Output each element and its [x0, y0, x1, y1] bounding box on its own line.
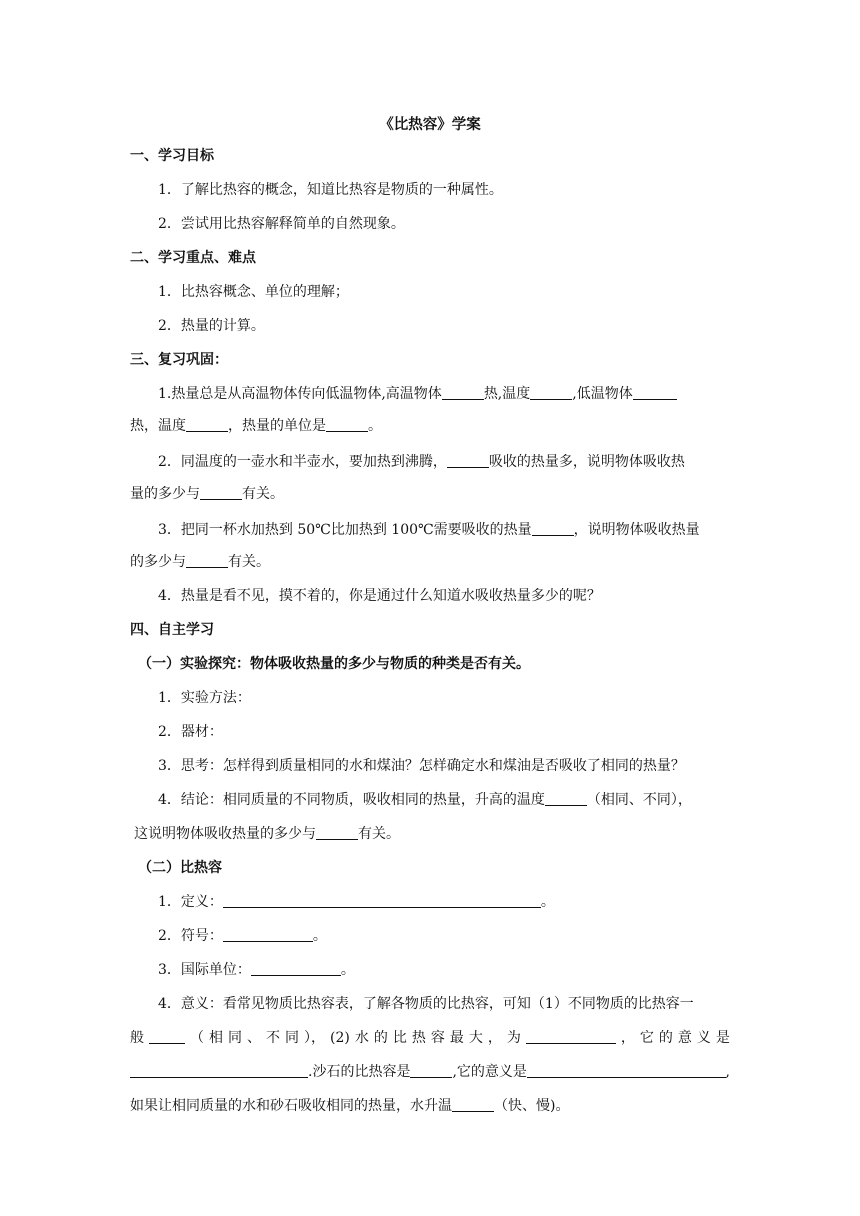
text: 热 — [411, 1030, 426, 1046]
text: ， — [620, 1030, 635, 1046]
text: 4．结论：相同质量的不同物质，吸收相同的热量，升高的温度 — [158, 792, 545, 808]
text: 它 — [639, 1030, 654, 1046]
goal-item-1: 1．了解比热容的概念，知道比热容是物质的一种属性。 — [158, 182, 503, 198]
text: , — [725, 1064, 730, 1080]
answer-blank[interactable] — [130, 1062, 308, 1078]
experiment-conclusion-line-1 — [158, 790, 730, 810]
text: 的 — [373, 1030, 388, 1046]
answer-blank[interactable] — [527, 1062, 726, 1078]
review-question-3-line-2 — [130, 552, 730, 572]
answer-blank[interactable] — [316, 824, 358, 840]
text: 有关。 — [242, 486, 284, 502]
text: ，热量的单位是 — [228, 418, 326, 434]
text: 。 — [540, 894, 555, 910]
key-item-2: 2．热量的计算。 — [158, 318, 265, 334]
answer-blank[interactable] — [633, 384, 677, 400]
text: 2．符号： — [158, 928, 223, 944]
text: 1.热量总是从高温物体传向低温物体,高温物体 — [158, 386, 442, 402]
text: 的 — [658, 1030, 673, 1046]
text: 同 — [285, 1030, 299, 1046]
unit-blank[interactable] — [251, 960, 341, 976]
section-heading-key-points: 二、学习重点、难点 — [130, 250, 256, 266]
text: 3．把同一杯水加热到 50℃比加热到 100℃需要吸收的热量 — [158, 522, 532, 538]
answer-blank[interactable] — [452, 1096, 494, 1112]
text: 3．国际单位： — [158, 962, 251, 978]
answer-blank[interactable] — [532, 520, 574, 536]
subsection-heading-experiment: （一）实验探究：物体吸收热量的多少与物质的种类是否有关。 — [138, 656, 530, 672]
definition-blank[interactable] — [223, 892, 541, 908]
si-unit-line — [158, 960, 730, 980]
text: 同 — [228, 1030, 242, 1046]
text: 1．定义： — [158, 894, 223, 910]
text: 意 — [677, 1030, 692, 1046]
meaning-line-1: 4．意义：看常见物质比热容表，了解各物质的比热容，可知（1）不同物质的比热容一 — [158, 996, 694, 1012]
text: 热,温度 — [483, 386, 531, 402]
answer-blank[interactable] — [545, 790, 587, 806]
text: 有关。 — [358, 826, 400, 842]
text: 般 — [130, 1030, 144, 1046]
text: （快、慢)。 — [494, 1098, 570, 1114]
text: 容 — [430, 1030, 445, 1046]
text: 最 — [449, 1030, 464, 1046]
review-question-3-line-1 — [158, 520, 730, 540]
symbol-line — [158, 926, 730, 946]
experiment-item-3: 3．思考：怎样得到质量相同的水和煤油？怎样确定水和煤油是否吸收了相同的热量？ — [158, 758, 685, 774]
answer-blank[interactable] — [530, 384, 572, 400]
text: 。 — [368, 418, 382, 434]
review-question-1-line-2 — [130, 416, 730, 436]
answer-blank[interactable] — [526, 1028, 616, 1044]
review-question-2-line-2 — [130, 484, 730, 504]
text: ）， — [304, 1030, 325, 1046]
meaning-line-3 — [130, 1062, 730, 1082]
experiment-item-2: 2．器材： — [158, 724, 223, 740]
text: ，说明物体吸收热量 — [573, 522, 700, 538]
answer-blank[interactable] — [186, 416, 228, 432]
text: 比 — [392, 1030, 407, 1046]
answer-blank[interactable] — [149, 1028, 185, 1044]
text: 吸收的热量多，说明物体吸收热 — [488, 454, 685, 470]
text: ,它的意义是 — [452, 1064, 527, 1080]
answer-blank[interactable] — [326, 416, 368, 432]
meaning-line-2 — [130, 1028, 730, 1048]
document-title: 《比热容》学案 — [379, 116, 481, 133]
text: 热，温度 — [130, 418, 186, 434]
text: （相同、不同）， — [586, 792, 692, 808]
text: ,低温物体 — [572, 386, 633, 402]
symbol-blank[interactable] — [223, 926, 313, 942]
experiment-item-1: 1．实验方法： — [158, 690, 251, 706]
text: ， — [487, 1030, 502, 1046]
text: 、 — [247, 1030, 261, 1046]
text: 有关。 — [228, 554, 270, 570]
text: 。 — [312, 928, 327, 944]
review-question-2-line-1 — [158, 452, 730, 472]
text: .沙石的比热容是 — [308, 1064, 411, 1080]
answer-blank[interactable] — [200, 484, 242, 500]
text: 不 — [266, 1030, 280, 1046]
goal-item-2: 2．尝试用比热容解释简单的自然现象。 — [158, 216, 405, 232]
answer-blank[interactable] — [410, 1062, 452, 1078]
definition-line — [158, 892, 730, 912]
text: 的多少与 — [130, 554, 186, 570]
text: 义 — [696, 1030, 711, 1046]
answer-blank[interactable] — [447, 452, 489, 468]
text: 是 — [715, 1030, 730, 1046]
meaning-line-4 — [130, 1096, 730, 1116]
section-heading-goals: 一、学习目标 — [130, 148, 214, 164]
review-question-1-line-1 — [158, 384, 730, 404]
text: 如果让相同质量的水和砂石吸收相同的热量，水升温 — [130, 1098, 452, 1114]
text: 量的多少与 — [130, 486, 200, 502]
section-heading-review: 三、复习巩固： — [130, 352, 228, 368]
answer-blank[interactable] — [442, 384, 484, 400]
text: 大 — [468, 1030, 483, 1046]
experiment-conclusion-line-2 — [134, 824, 706, 844]
answer-blank[interactable] — [186, 552, 228, 568]
subsection-heading-specific-heat: （二）比热容 — [138, 860, 222, 876]
text: 2．同温度的一壶水和半壶水，要加热到沸腾， — [158, 454, 447, 470]
text: (2) — [330, 1030, 350, 1046]
key-item-1: 1．比热容概念、单位的理解； — [158, 284, 349, 300]
text: 为 — [506, 1030, 521, 1046]
text: 这说明物体吸收热量的多少与 — [134, 826, 316, 842]
text: 水 — [354, 1030, 369, 1046]
section-heading-self-study: 四、自主学习 — [130, 622, 214, 638]
text: （ — [190, 1030, 204, 1046]
review-question-4: 4．热量是看不见，摸不着的，你是通过什么知道水吸收热量多少的呢？ — [158, 588, 601, 604]
text: 。 — [340, 962, 355, 978]
text: 相 — [209, 1030, 223, 1046]
